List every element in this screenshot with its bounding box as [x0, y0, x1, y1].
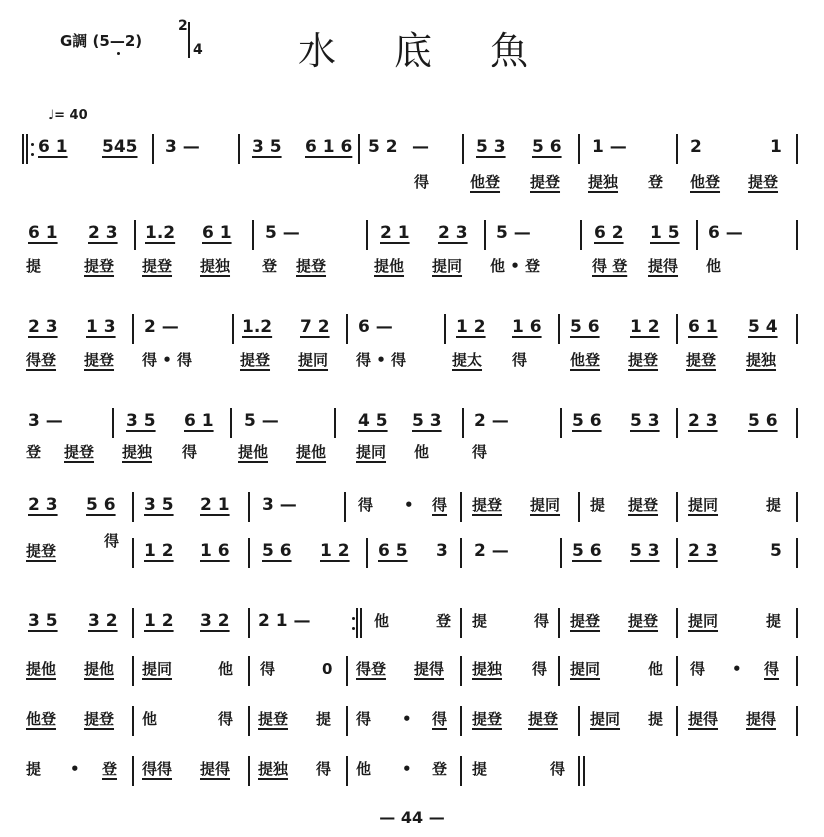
lyric: 提同 — [142, 660, 173, 678]
note-group: 3 5 — [144, 495, 174, 515]
lyric: 他 — [374, 612, 390, 630]
lyric: 提 — [472, 612, 488, 630]
note-group: 3 — — [165, 137, 200, 157]
score-line-9 — [0, 694, 824, 744]
note-group: 5 6 — [570, 317, 600, 337]
lyric: 提登 — [628, 612, 659, 630]
note-group: 1 3 — [86, 317, 116, 337]
lyric: 提得 — [648, 257, 679, 275]
note-group: 1 6 — [200, 541, 230, 561]
note-group: 6 1 — [28, 223, 58, 243]
note-group: 1 — — [592, 137, 627, 157]
note-group: 6 1 — [688, 317, 718, 337]
note-group: 6 — — [358, 317, 393, 337]
time-bottom: 4 — [193, 42, 203, 58]
note-group: 3 5 — [126, 411, 156, 431]
note-group: 5 — — [265, 223, 300, 243]
lyric: 提同 — [530, 496, 561, 514]
lyric: 他 — [706, 257, 722, 275]
lyric: 提登 — [528, 710, 559, 728]
note-group: 1.2 — [242, 317, 273, 337]
lyric: 提得 — [746, 710, 777, 728]
lyric: 得 — [414, 173, 430, 191]
lyric: 得登 — [26, 351, 57, 369]
lyric: 提登 — [628, 496, 659, 514]
lyric: 登 — [26, 443, 42, 461]
page-title: 水底魚 — [298, 29, 587, 73]
note-group: 3 2 — [200, 611, 230, 631]
note-group: 1 2 — [144, 541, 174, 561]
lyric: 提 — [26, 760, 42, 778]
lyric: 提他 — [26, 660, 57, 678]
note-group: 3 2 — [88, 611, 118, 631]
lyric: 提登 — [84, 351, 115, 369]
time-signature — [176, 18, 206, 62]
lyric: 得 — [532, 660, 548, 678]
note-group: 5 6 — [748, 411, 778, 431]
note-group: 3 — — [262, 495, 297, 515]
lyric: 提同 — [432, 257, 463, 275]
note-group: 2 1 — [200, 495, 230, 515]
note-group: 5 — — [496, 223, 531, 243]
key-signature: G調 (5—2) — [60, 32, 143, 50]
note-group: 2 — — [474, 411, 509, 431]
lyric: 提得 — [414, 660, 445, 678]
note-group: 5 4 — [748, 317, 778, 337]
lyric: 提他 — [238, 443, 269, 461]
lyric: 登 — [648, 173, 664, 191]
lyrics-line-2 — [0, 256, 824, 280]
note-group: 2 3 — [688, 541, 718, 561]
note-group: 7 2 — [300, 317, 330, 337]
lyric: • — [70, 760, 80, 778]
note-group: — — [412, 137, 429, 157]
note-group: 3 — [436, 541, 448, 561]
octave-dot — [117, 52, 120, 55]
note-group: 1 2 — [630, 317, 660, 337]
lyric: 得 • 得 — [142, 351, 193, 369]
note-group: 2 3 — [438, 223, 468, 243]
note-group: 3 — — [28, 411, 63, 431]
score-line-5 — [0, 480, 824, 530]
lyric: 得 — [260, 660, 276, 678]
lyric: 提 — [766, 612, 782, 630]
lyric: 他 • 登 — [490, 257, 541, 275]
lyric: 提同 — [688, 612, 719, 630]
note-group: 1 6 — [512, 317, 542, 337]
note-group: 5 6 — [572, 411, 602, 431]
score-line-8 — [0, 644, 824, 694]
lyric: 提得 — [200, 760, 231, 778]
lyric: 提得 — [688, 710, 719, 728]
note-group: 5 6 — [532, 137, 562, 157]
lyric: 他登 — [470, 173, 501, 191]
tempo-mark: ♩= 40 — [48, 108, 88, 123]
lyric: 提独 — [258, 760, 289, 778]
lyric: 提登 — [570, 612, 601, 630]
lyric: 提 — [472, 760, 488, 778]
note-group: 5 2 — [368, 137, 398, 157]
lyric: 提登 — [472, 710, 503, 728]
lyric: 0 — [322, 660, 333, 678]
score-line-2 — [0, 208, 824, 258]
score-line-10 — [0, 744, 824, 794]
lyric: 提同 — [590, 710, 621, 728]
note-group: 2 — — [474, 541, 509, 561]
lyric: 他 — [414, 443, 430, 461]
lyric: 提登 — [686, 351, 717, 369]
final-barline — [578, 756, 586, 786]
lyric: 登 — [432, 760, 448, 778]
lyric: 提登 — [530, 173, 561, 191]
note-group: 5 3 — [630, 411, 660, 431]
lyric: 提太 — [452, 351, 483, 369]
lyric: 得 登 — [592, 257, 628, 275]
lyric: 得 — [512, 351, 528, 369]
note-group: 545 — [102, 137, 138, 157]
score-line-6 — [0, 526, 824, 576]
lyric: 提登 — [84, 257, 115, 275]
lyric: 提 — [316, 710, 332, 728]
score-line-3 — [0, 302, 824, 352]
lyric: 提登 — [472, 496, 503, 514]
lyric: 得 — [218, 710, 234, 728]
lyric: 他 — [142, 710, 158, 728]
lyric: 得 — [316, 760, 332, 778]
note-group: 6 1 — [184, 411, 214, 431]
lyric: 提登 — [748, 173, 779, 191]
score-line-7 — [0, 596, 824, 646]
lyric: 提独 — [746, 351, 777, 369]
note-group: 2 3 — [28, 317, 58, 337]
lyric: 得 — [764, 660, 780, 678]
note-group: 4 5 — [358, 411, 388, 431]
lyric: 他登 — [570, 351, 601, 369]
score-line-1 — [0, 122, 824, 172]
note-group: 1 5 — [650, 223, 680, 243]
lyric: 提他 — [296, 443, 327, 461]
lyric: 得 — [432, 710, 448, 728]
note-group: 5 6 — [86, 495, 116, 515]
note-group: 2 1 — [380, 223, 410, 243]
note-group: 1 2 — [320, 541, 350, 561]
lyric: 提同 — [356, 443, 387, 461]
note-group: 5 3 — [630, 541, 660, 561]
lyric: 提他 — [374, 257, 405, 275]
lyric: 提同 — [298, 351, 329, 369]
lyric: 提 — [590, 496, 606, 514]
note-group: 1 — [770, 137, 782, 157]
note-group: 5 — — [244, 411, 279, 431]
note-group: 6 1 — [38, 137, 68, 157]
lyric: 他 — [648, 660, 664, 678]
lyric: 提 — [766, 496, 782, 514]
note-group: 2 3 — [28, 495, 58, 515]
note-group: 6 — — [708, 223, 743, 243]
lyric: 得登 — [356, 660, 387, 678]
time-top: 2 — [178, 18, 188, 34]
lyric: • — [402, 760, 412, 778]
lyric: • — [402, 710, 412, 728]
lyric: 提登 — [84, 710, 115, 728]
lyric: 提登 — [296, 257, 327, 275]
lyric: 得 — [104, 532, 120, 550]
lyric: 提登 — [142, 257, 173, 275]
lyric: 他 — [356, 760, 372, 778]
note-group: 5 3 — [476, 137, 506, 157]
note-group: 1 2 — [456, 317, 486, 337]
lyric: 得 — [690, 660, 706, 678]
note-group: 6 1 — [202, 223, 232, 243]
page-number: — 44 — — [379, 808, 445, 827]
note-group: 3 5 — [252, 137, 282, 157]
lyric: 提登 — [26, 542, 57, 560]
lyric: 得 • 得 — [356, 351, 407, 369]
lyric: 他 — [218, 660, 234, 678]
note-group: 5 6 — [572, 541, 602, 561]
note-group: 1.2 — [145, 223, 176, 243]
lyric: 得 — [358, 496, 374, 514]
note-group: 1 2 — [144, 611, 174, 631]
lyric: 提登 — [258, 710, 289, 728]
lyric: • — [404, 496, 414, 514]
lyric: 提登 — [64, 443, 95, 461]
lyrics-line-4 — [0, 442, 824, 466]
note-group: 5 — [770, 541, 782, 561]
note-group: 5 6 — [262, 541, 292, 561]
lyric: 提登 — [628, 351, 659, 369]
lyrics-line-3 — [0, 350, 824, 374]
lyric: 得 — [534, 612, 550, 630]
note-group: 3 5 — [28, 611, 58, 631]
lyric: 提独 — [472, 660, 503, 678]
lyric: 提同 — [688, 496, 719, 514]
lyric: 得 — [472, 443, 488, 461]
lyric: 登 — [262, 257, 278, 275]
note-group: 6 5 — [378, 541, 408, 561]
lyric: 提登 — [240, 351, 271, 369]
note-group: 6 1 6 — [305, 137, 353, 157]
repeat-start — [22, 134, 30, 164]
lyrics-line-1 — [0, 172, 824, 196]
lyric: 提他 — [84, 660, 115, 678]
lyric: 提独 — [122, 443, 153, 461]
lyric: 登 — [436, 612, 452, 630]
lyric: 他登 — [690, 173, 721, 191]
lyric: 提独 — [588, 173, 619, 191]
note-group: 5 3 — [412, 411, 442, 431]
lyric: 登 — [102, 760, 118, 778]
note-group: 2 — [690, 137, 702, 157]
lyric: 提 — [648, 710, 664, 728]
lyric: 提同 — [570, 660, 601, 678]
note-group: 2 3 — [88, 223, 118, 243]
lyric: • — [732, 660, 742, 678]
repeat-end — [352, 608, 360, 638]
lyric: 提独 — [200, 257, 231, 275]
lyric: 提 — [26, 257, 42, 275]
lyric: 得 — [356, 710, 372, 728]
note-group: 2 1 — — [258, 611, 311, 631]
lyric: 得 — [432, 496, 448, 514]
lyric: 得 — [550, 760, 566, 778]
note-group: 2 — — [144, 317, 179, 337]
note-group: 6 2 — [594, 223, 624, 243]
score-line-4 — [0, 396, 824, 446]
note-group: 2 3 — [688, 411, 718, 431]
lyric: 得 — [182, 443, 198, 461]
lyric: 得得 — [142, 760, 173, 778]
lyric: 他登 — [26, 710, 57, 728]
